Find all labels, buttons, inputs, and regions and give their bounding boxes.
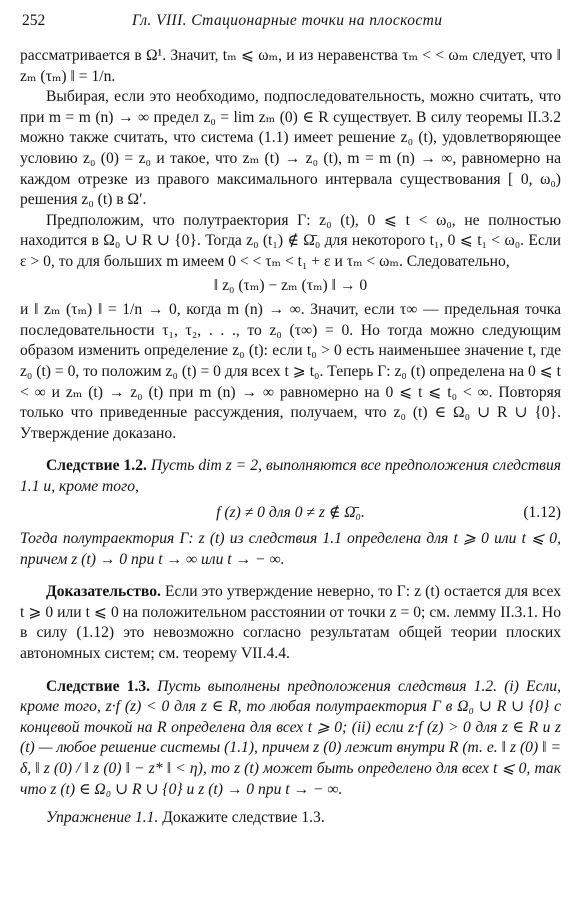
paragraph-conclusion: и ‖ zₘ (τₘ) ‖ = 1/n → 0, когда m (n) → ∞. Значит, если τ∞ — предельная точка последовательности τ₁, τ₂, . . ., то z₀ (τ∞) = 0. Но тогда можно следующим образом изменить определение z₀ (t): если t₀ > 0 есть наименьшее значение t, где z₀ (t) = 0, то положим z₀ (t) = 0 для всех t ⩾ t₀. Теперь Γ: z₀ (t) определена на 0 ⩽ t < ∞ и zₘ (t) → z₀ (t) при m (n) → ∞ равномерно на 0 ⩽ t ⩽ t₀ < ∞. Повторяя только что приведенные рассуждения, получаем, что z₀ (t) ∈ Ω₀ ∪ R ∪ {0}. Утверждение доказано. bbox=[20, 301, 561, 442]
corollary-1-2-label: Следствие 1.2. bbox=[46, 457, 147, 475]
display-formula: ‖ z₀ (τₘ) − zₘ (τₘ) ‖ → 0 bbox=[213, 276, 368, 294]
running-title: Гл. VIII. Стационарные точки на плоскости bbox=[132, 12, 443, 29]
exercise-label: Упражнение 1.1. bbox=[46, 809, 159, 827]
corollary-1-2 bbox=[20, 456, 561, 497]
exercise-text: Докажите следствие 1.3. bbox=[162, 809, 325, 827]
corollary-1-3 bbox=[20, 677, 561, 801]
equation-number: (1.12) bbox=[523, 504, 561, 522]
paragraph-subsequence: Выбирая, если это необходимо, подпоследовательность, можно считать, что при m = m (n) → ∞ предел z₀ = lim zₘ (0) ∈ R существует. В силу теоремы II.3.2 можно также считать, что система (1.1) имеет решение z₀ (t), удовлетворяющее условию z₀ (0) = z₀ и такое, что zₘ (t) → z₀ (t), m = m (n) → ∞, равномерно на каждом отрезке из правого максимального интервала существования [ 0, ω₀) решения z₀ (t) в Ω′. bbox=[20, 88, 561, 209]
corollary-1-2-conclusion: Тогда полутраектория Γ: z (t) из следствия 1.1 определена для t ⩾ 0 или t ⩽ 0, причем z (t) → 0 при t → ∞ или t → − ∞. bbox=[20, 530, 561, 568]
proof-label: Доказательство. bbox=[46, 583, 161, 601]
corollary-1-3-label: Следствие 1.3. bbox=[46, 677, 151, 695]
corollary-1-3-statement: Пусть выполнены предположения следствия 1.2. (i) Если, кроме того, z·f (z) < 0 для z ∈ R, то любая полутраектория Γ в Ω₀ ∪ R ∪ {0} с концевой точкой на R определена для всех t ⩾ 0; (ii) если z·f (z) > 0 для z ∈ R и z (t) — любое решение системы (1.1), причем z (0) лежит внутри R (т. е. ‖ z (0) ‖ = δ, ‖ z (0) / ‖ z (0) ‖ − z* ‖ < η), то z (t) может быть определено для всех t ⩽ 0, так что z (t) ∈ Ω₀ ∪ R ∪ {0} и z (t) → 0 при t → − ∞. bbox=[20, 677, 561, 798]
proof-text: Если это утверждение неверно, то Γ: z (t) остается для всех t ⩾ 0 или t ⩽ 0 на положительном расстоянии от точки z = 0; см. лемму II.3.1. Но в силу (1.12) это невозможно согласно результатам общей теории плоских автономных систем; см. теорему VII.4.4. bbox=[20, 583, 561, 663]
display-formula-1-12 bbox=[20, 503, 561, 524]
corollary-1-2-statement: Пусть dim z = 2, выполняются все предположения следствия 1.1 и, кроме того, bbox=[20, 457, 561, 495]
running-head bbox=[22, 12, 559, 32]
formula-1-12: f (z) ≠ 0 для 0 ≠ z ∉ Ω̄₀. bbox=[216, 504, 365, 522]
exercise-1-1 bbox=[20, 808, 561, 829]
paragraph-assumption: Предположим, что полутраектория Γ: z₀ (t), 0 ⩽ t < ω₀, не полностью находится в Ω₀ ∪ R ∪ {0}. Тогда z₀ (t₁) ∉ Ω̄₀ для некоторого t₁, 0 ⩽ t₁ < ω₀. Если ε > 0, то для больших m имеем 0 < < τₘ < t₁ + ε и τₘ < ωₘ. Следовательно, bbox=[20, 211, 561, 270]
proof bbox=[20, 582, 561, 664]
body-text bbox=[20, 46, 561, 829]
page-number: 252 bbox=[22, 12, 46, 29]
paragraph-continuation: рассматривается в Ω¹. Значит, tₘ ⩽ ωₘ, и из неравенства τₘ < < ωₘ следует, что ‖ zₘ (τₘ) ‖ = 1/n. bbox=[20, 47, 561, 85]
